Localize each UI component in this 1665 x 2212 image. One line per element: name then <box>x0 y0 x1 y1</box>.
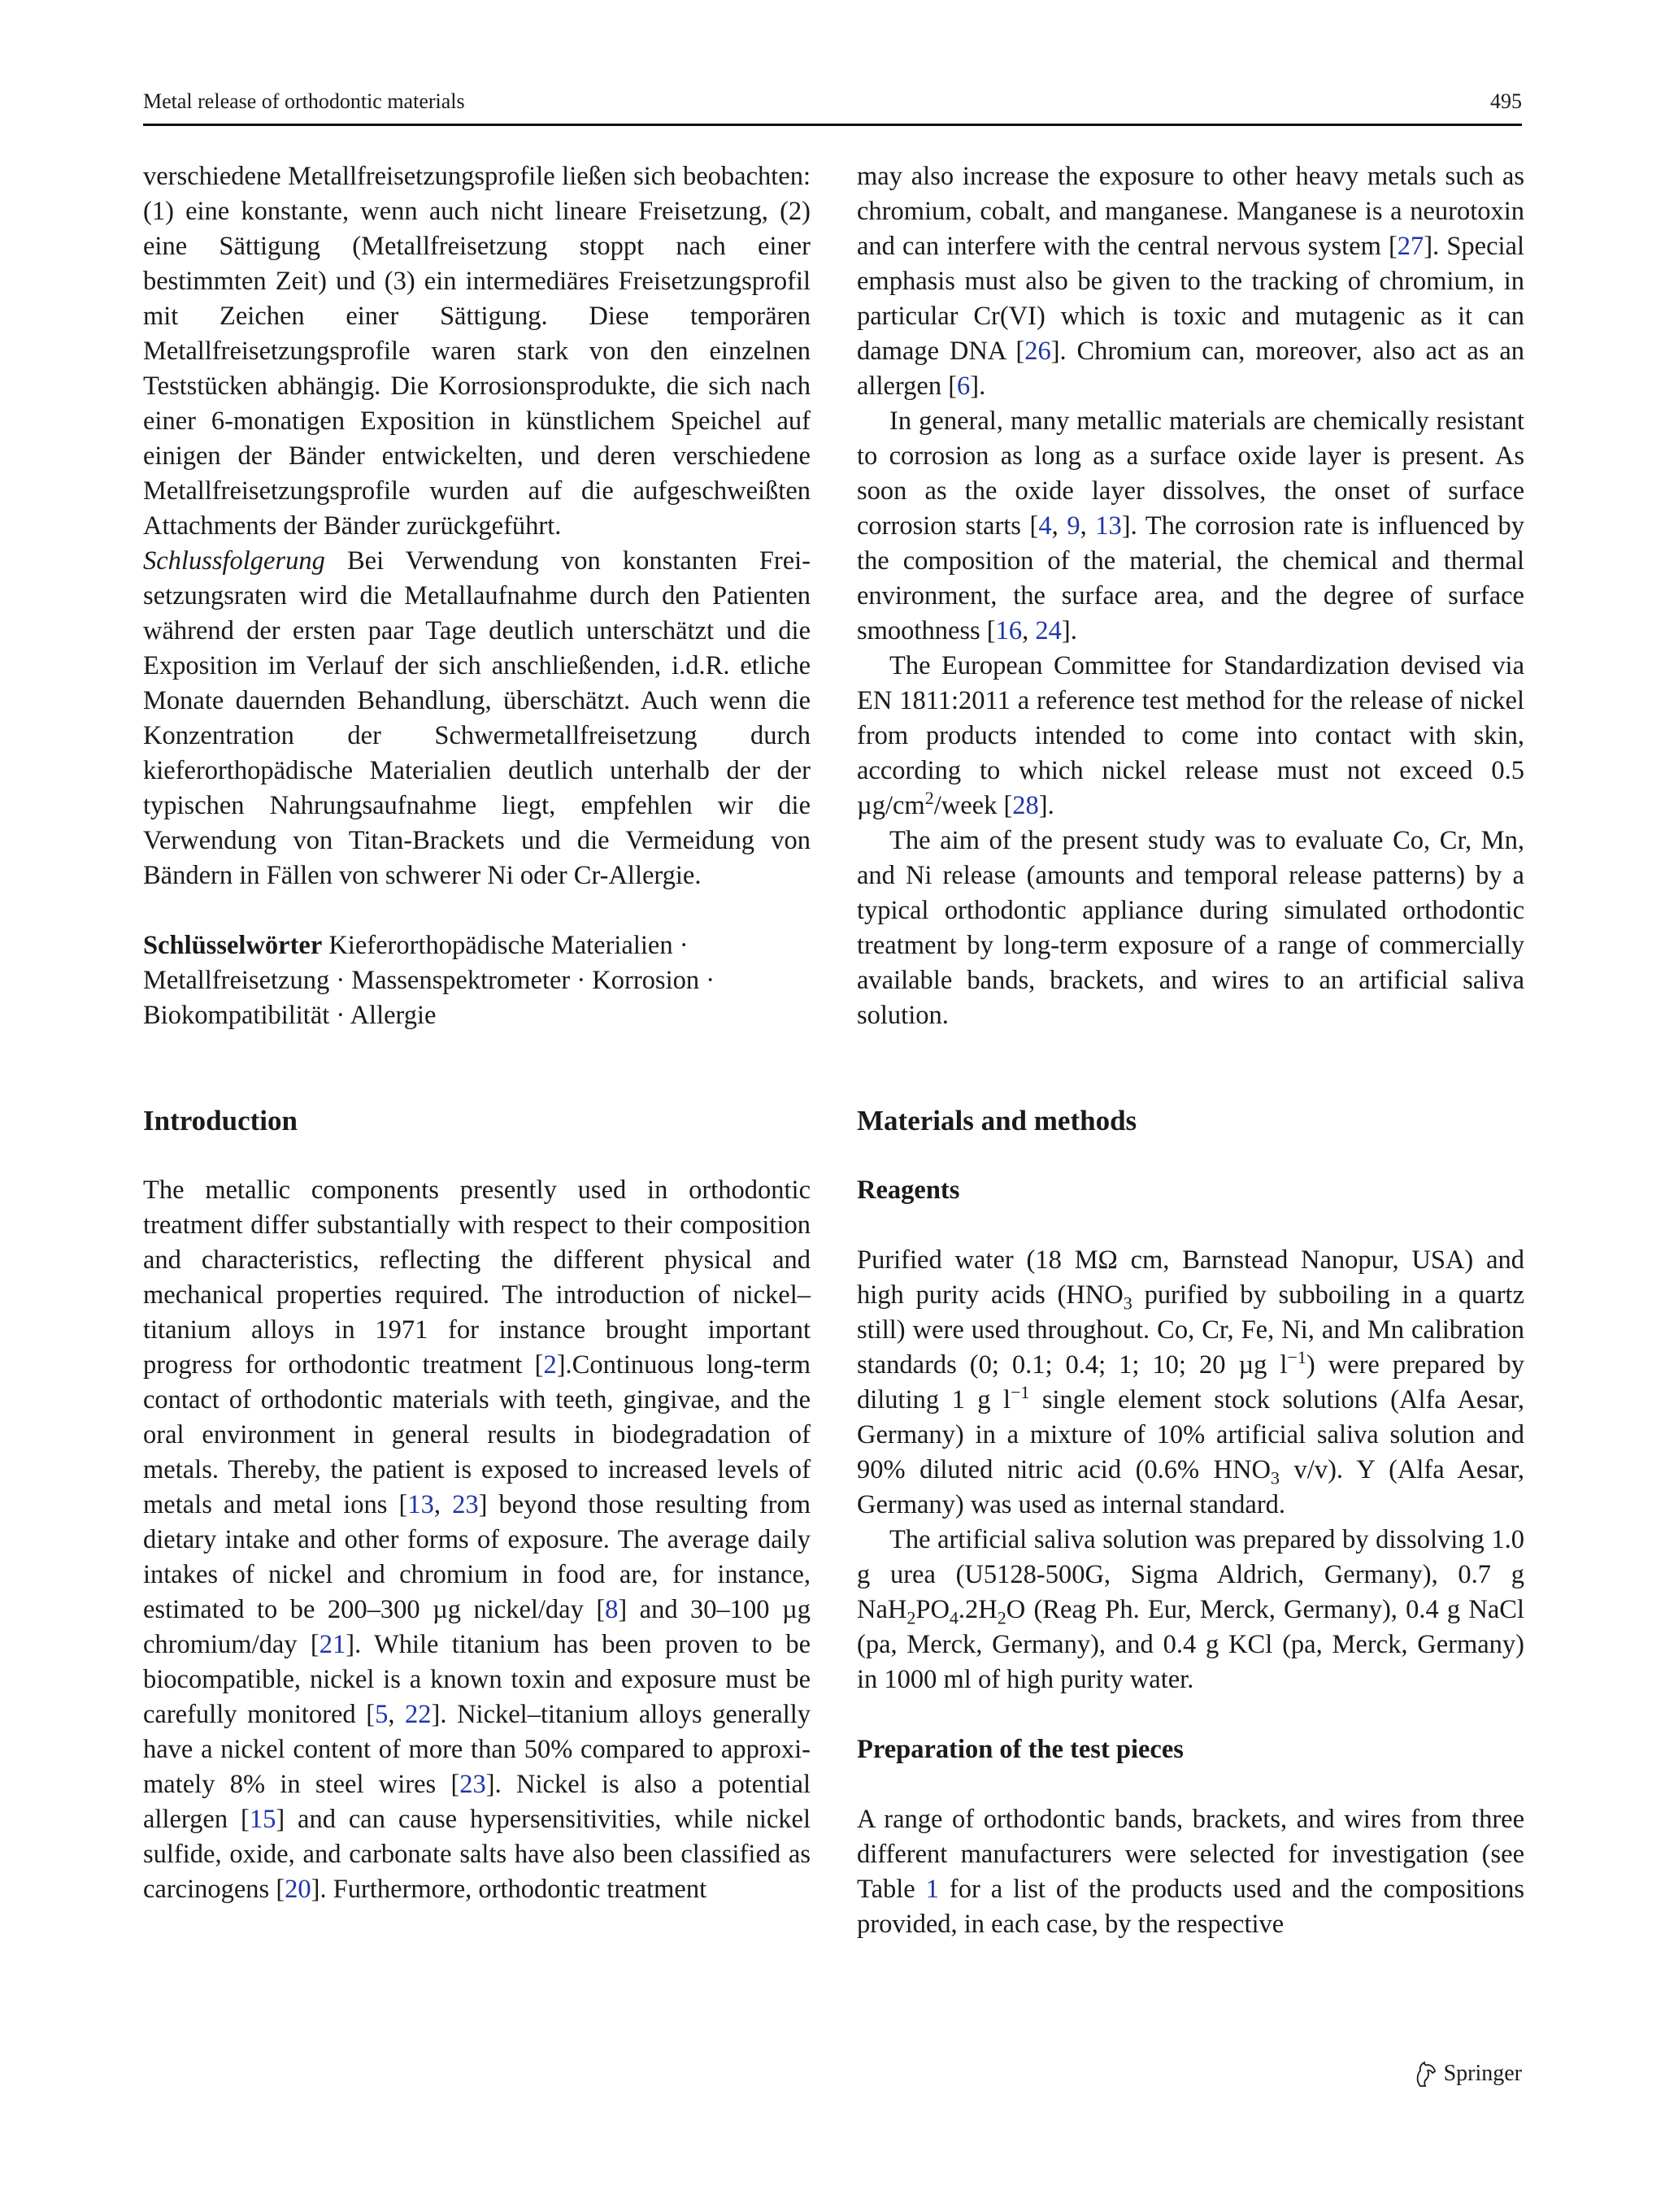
springer-horse-icon <box>1413 2060 1437 2088</box>
citation-link[interactable]: 9 <box>1067 511 1080 541</box>
citation-link[interactable]: 15 <box>249 1805 276 1834</box>
subsection-heading-reagents: Reagents <box>857 1176 960 1205</box>
citation-link[interactable]: 22 <box>405 1700 432 1729</box>
citation-link[interactable]: 6 <box>957 372 971 401</box>
keywords-list: Kieferorthopädische Materialien · Metallfreisetzung · Massenspektrometer · Korrosion · Biokompatibilität · Allergie <box>143 931 715 1030</box>
citation-link[interactable]: 23 <box>452 1490 479 1519</box>
section-heading-materials-methods: Materials and methods <box>857 1105 1137 1136</box>
citation-link[interactable]: 23 <box>459 1770 486 1799</box>
citation-link[interactable]: 5 <box>375 1700 389 1729</box>
reagents-paragraph: Purified water (18 MΩ cm, Barnstead Nanopur, USA) and high purity acids ($HNO_3$ purified by subboiling in a quartz still) were used throughout. Co, Cr, Fe, Ni, and Mn calibration standards (0; 0.1; 0.4; 1; 10; 20 µg $l^{-1}$) were prepared by diluting 1 g $l^{-1}$ single element stock solutions (Alfa Aesar, Germany) in a mixture of 10% artificial saliva solution and 90% diluted nitric acid (0.6% $HNO_3$ v/v). Y (Alfa Aesar, Germany) was used as internal standard. <box>857 1245 1524 1519</box>
citation-link[interactable]: 8 <box>605 1595 619 1624</box>
corrosion-paragraph: In general, many metallic materials are chemically resistant to corrosion as long as a surface oxide layer is present. As soon as the oxide layer dissolves, the onset of surface corrosion starts [4, 9, 13]. The corrosion rate is influenced by the composition of the material, the chemical and thermal environment, the surface area, and the degree of surface smoothness [16, 24]. <box>857 406 1524 645</box>
citation-link[interactable]: 4 <box>1038 511 1052 541</box>
preparation-paragraph: A range of orthodontic bands, brackets, and wires from three different manufacturers were selected for investigation (see Table 1 for a list of the products used and the compositions provided, in each case, by the respective <box>857 1805 1524 1939</box>
intro-continued-paragraph: may also increase the exposure to other heavy metals such as chromium, cobalt, and manganese. Manganese is a neurotoxin and can interfere with the central nervous system [27]. Special emphasis must also be given to the tracking of chromium, in particular Cr(VI) which is toxic and mutagenic as it can damage DNA [26]. Chromium can, moreover, also act as an allergen [6]. <box>857 162 1525 401</box>
citation-link[interactable]: 13 <box>407 1490 434 1519</box>
standardization-paragraph: The European Committee for Standardization devised via EN 1811:2011 a reference test method for the release of nickel from products intended to come into contact with skin, according to which nickel release must not exceed 0.5 $\mu g/cm^2$/week [28]. <box>857 651 1524 820</box>
running-title: Metal release of orthodontic materials <box>143 89 465 113</box>
page-number: 495 <box>1490 89 1522 113</box>
citation-link[interactable]: 24 <box>1035 616 1062 645</box>
citation-link[interactable]: 26 <box>1024 337 1051 366</box>
left-column <box>143 159 811 1907</box>
keywords <box>143 928 811 1033</box>
aim-paragraph: The aim of the present study was to evaluate Co, Cr, Mn, and Ni release (amounts and temporal release patterns) by a typical orthodontic appliance during simulated orthodontic treatment by long-term exposure of a range of commercially available bands, brackets, and wires to an artificial saliva solution. <box>857 826 1524 1030</box>
publisher-name: Springer <box>1443 2061 1522 2086</box>
citation-link[interactable]: 13 <box>1095 511 1122 541</box>
abstract-conclusion-paragraph: Schlussfolgerung Bei Verwendung von konstanten Freisetzungsraten wird die Metallaufnahme durch den Patienten während der ersten paar Tage deutlich unterschätzt und die Exposition im Verlauf der sich anschließenden, i.d.R. etliche Monate dauernden Behandlung, überschätzt. Auch wenn die Konzentration der Schwermetallfreisetzung durch kieferorthopädische Materialien deutlich unterhalb der der typischen Nahrungsaufnahme liegt, empfehlen wir die Verwendung von Titan-Brackets und die Vermeidung von Bändern in Fällen von schwerer Ni oder Cr-Allergie. <box>143 546 811 890</box>
right-column <box>857 159 1524 1942</box>
introduction-paragraph: The metallic components presently used in orthodontic treatment differ substantially with respect to their composition and characteristics, reflecting the different physical and mechanical properties required. The introduction of nickel–titanium alloys in 1971 for instance brought important progress for orthodontic treatment [2].Continuous long-term contact of orthodontic materials with teeth, gingivae, and the oral environment in general results in biodegradation of metals. Thereby, the patient is exposed to increased levels of metals and metal ions [13, 23] beyond those resulting from dietary intake and other forms of exposure. The average daily intakes of nickel and chromium in food are, for instance, estimated to be 200–300 µg nickel/day [8] and 30–100 µg chromium/day [21]. While titanium has been proven to be biocompatible, nickel is a known toxin and exposure must be carefully monitored [5, 22]. Nickel–titanium alloys generally have a nickel content of more than 50% compared to approximately 8% in steel wires [23]. Nickel is also a potential allergen [15] and can cause hypersensitivities, while nickel sulfide, oxide, and carbonate salts have also been classified as carcinogens [20]. Furthermore, orthodontic treatment <box>143 1176 811 1904</box>
citation-link[interactable]: 27 <box>1397 232 1424 261</box>
citation-link[interactable]: 2 <box>543 1350 557 1380</box>
citation-link[interactable]: 21 <box>319 1630 346 1659</box>
citation-link[interactable]: 20 <box>285 1875 311 1904</box>
citation-link[interactable]: 28 <box>1012 791 1039 820</box>
saliva-paragraph: The artificial saliva solution was prepared by dissolving 1.0 g urea (U5128-500G, Sigma Aldrich, Germany), 0.7 g $NaH_2PO_4.2H_2O$ (Reag Ph. Eur, Merck, Germany), 0.4 g NaCl (pa, Merck, Germany), and 0.4 g KCl (pa, Merck, Germany) in 1000 ml of high purity water. <box>857 1525 1524 1694</box>
table-link[interactable]: 1 <box>925 1875 939 1904</box>
keywords-label: Schlüsselwörter <box>143 931 323 960</box>
conclusion-label: Schlussfolgerung <box>143 546 325 576</box>
citation-link[interactable]: 16 <box>995 616 1023 645</box>
abstract-results-paragraph: verschiedene Metallfreisetzungsprofile ließen sich beobachten: (1) eine konstante, wenn auch nicht lineare Freisetzung, (2) eine Sättigung (Metallfreisetzung stoppt nach einer bestimmten Zeit) und (3) ein intermediäres Freisetzungsprofil mit Zeichen einer Sättigung. Diese temporären Metallfreisetzungsprofile waren stark von den einzelnen Teststücken abhängig. Die Korrosionsprodukte, die sich nach einer 6-monatigen Exposition in künstlichem Speichel auf einigen der Bänder entwickelten, und deren verschiedene Metallfreisetzungsprofile wurden auf die aufgeschweißten Attachments der Bänder zurückgeführt. <box>143 162 811 541</box>
publisher-footer <box>1413 2060 1522 2088</box>
subsection-heading-preparation: Preparation of the test pieces <box>857 1735 1184 1764</box>
running-header <box>143 88 1522 126</box>
section-heading-introduction: Introduction <box>143 1105 298 1136</box>
